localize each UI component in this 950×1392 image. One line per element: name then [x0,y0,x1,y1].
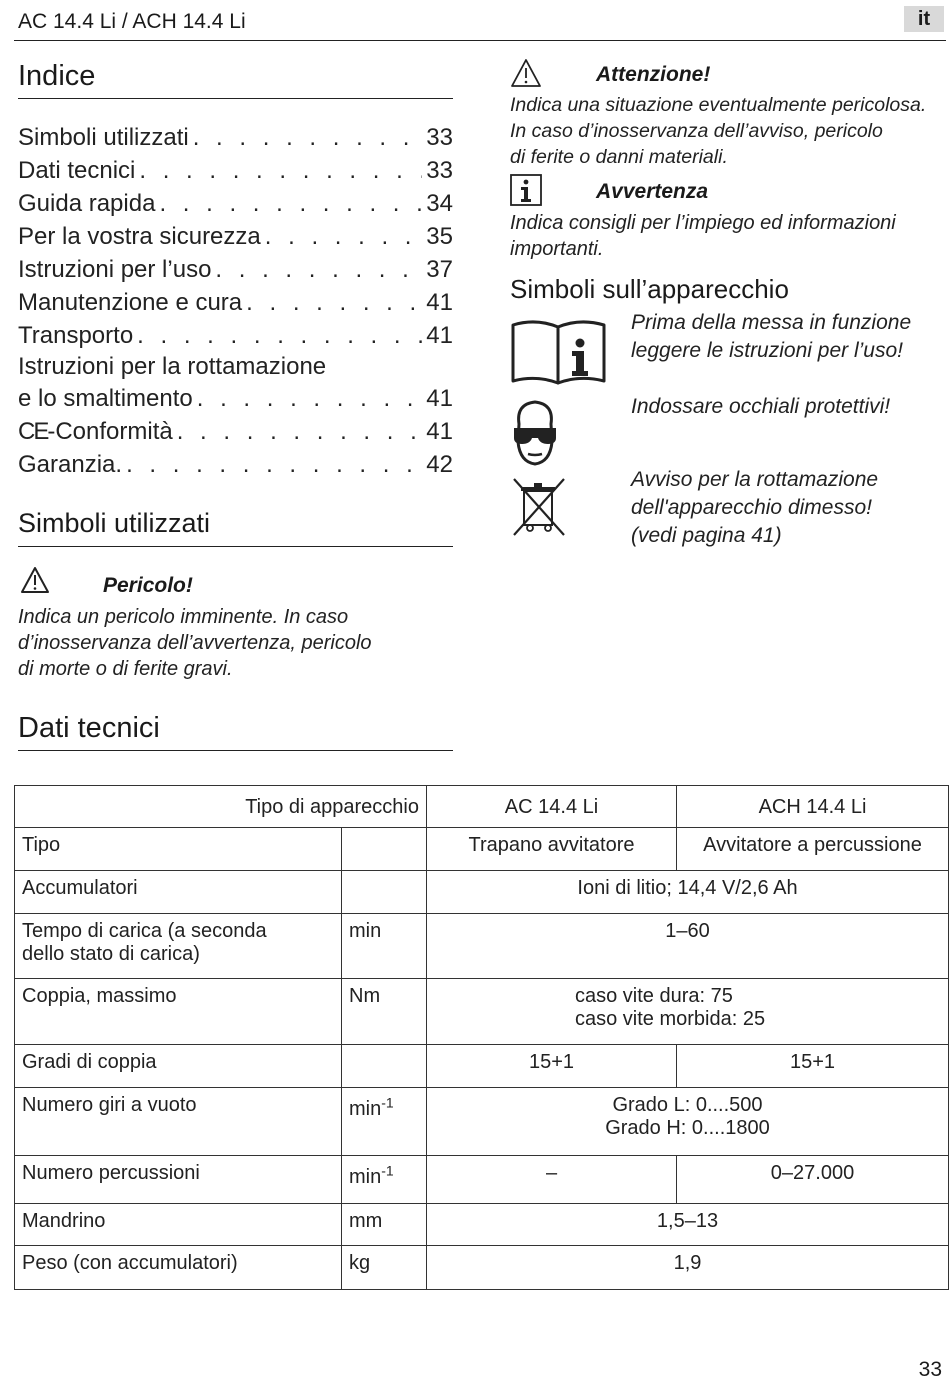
row-value-ach: Avvitatore a percussione [677,828,949,871]
index-heading: Indice [18,60,96,92]
page-number: 33 [918,1358,942,1381]
attention-description: Indica una situazione eventualmente pericolosa. In caso d’inosservanza dell’avviso, pericolo di ferite o danni materiali. [510,94,927,168]
toc-entry-rottamazione-line2[interactable]: e lo smaltimento . . . 41 [18,382,453,415]
row-unit: $\min^{-1}$ [342,1156,427,1204]
ce-mark-icon: CE [18,418,48,445]
row-value-ach: 15+1 [677,1045,949,1088]
model-ac-header: AC 14.4 Li [427,786,677,828]
toc-entry-dati-tecnici[interactable]: Dati tecnici . . . 33 [18,154,453,187]
table-row [15,1045,949,1088]
row-unit [342,828,427,871]
table-header-row [15,786,949,828]
row-value-shared: 1,5–13 [427,1204,949,1246]
manual-icon [510,315,608,390]
danger-description: Indica un pericolo imminente. In caso d’inosservanza dell’avvertenza, pericolo di morte o di ferite gravi. [18,606,372,680]
row-value-ac: – [427,1156,677,1204]
row-unit: mm [342,1204,427,1246]
row-value-shared: Ioni di litio; 14,4 V/2,6 Ah [427,871,949,914]
crossed-bin-icon [510,475,570,542]
row-label-gradi-coppia: Gradi di coppia [15,1045,342,1088]
tech-data-heading: Dati tecnici [18,712,160,744]
row-label-peso: Peso (con accumulatori) [15,1246,342,1290]
table-row [15,828,949,871]
row-unit [342,871,427,914]
table-row [15,979,949,1045]
toc-entry-guida-rapida[interactable]: Guida rapida . . . 34 [18,187,453,220]
goggles-description: Indossare occhiali protettivi! [631,395,891,418]
manual-description: Prima della messa in funzione leggere le istruzioni per l’uso! [631,311,912,362]
danger-warning-icon [20,566,50,599]
toc-entry-transporto[interactable]: Transporto . . . 41 [18,319,453,352]
toc-entry-sicurezza[interactable]: Per la vostra sicurezza . . . 35 [18,220,453,253]
row-value-shared: 1–60 [427,914,949,979]
table-row [15,1088,949,1156]
row-unit: Nm [342,979,427,1045]
row-unit: kg [342,1246,427,1290]
model-ach-header: ACH 14.4 Li [677,786,949,828]
row-value-ac: 15+1 [427,1045,677,1088]
row-value-shared: Grado L: 0....500 Grado H: 0....1800 [427,1088,949,1156]
row-label-coppia: Coppia, massimo [15,979,342,1045]
row-unit [342,1045,427,1088]
safety-goggles-icon [510,398,560,473]
table-row [15,871,949,914]
device-symbols-heading: Simboli sull’apparecchio [510,274,789,304]
disposal-description: Avviso per la rottamazione dell'apparecchio dimesso! (vedi pagina 41) [631,468,879,547]
row-value-shared: caso vite dura: 75 caso vite morbida: 25 [427,979,949,1045]
device-type-header: Tipo di apparecchio [15,786,427,828]
index-heading-rule [18,98,453,99]
table-row [15,1156,949,1204]
danger-title: Pericolo! [103,574,193,597]
tech-data-table [14,785,949,1290]
note-description: Indica consigli per l’impiego ed informazioni importanti. [510,212,896,260]
toc-entry-rottamazione-line1[interactable]: Istruzioni per la rottamazione [18,353,327,380]
row-label-mandrino: Mandrino [15,1204,342,1246]
toc-entry-conformita[interactable]: CE-Conformità . . . 41 [18,415,453,448]
toc-entry-istruzioni-uso[interactable]: Istruzioni per l’uso . . . 37 [18,253,453,286]
language-badge: it [904,6,944,32]
toc-entry-simboli[interactable]: Simboli utilizzati . . . 33 [18,121,453,154]
row-label-tipo: Tipo [15,828,342,871]
table-of-contents [18,121,453,481]
document-header-title: AC 14.4 Li / ACH 14.4 Li [18,10,246,33]
row-unit: $\min^{-1}$ [342,1088,427,1156]
row-value-ach: 0–27.000 [677,1156,949,1204]
tech-data-rule [18,750,453,751]
row-label-giri-vuoto: Numero giri a vuoto [15,1088,342,1156]
note-title: Avvertenza [596,180,709,203]
info-note-icon [510,174,542,211]
symbols-used-rule [18,546,453,547]
row-label-accumulatori: Accumulatori [15,871,342,914]
row-value-shared: 1,9 [427,1246,949,1290]
table-row [15,1246,949,1290]
row-value-ac: Trapano avvitatore [427,828,677,871]
attention-warning-icon [510,58,542,93]
table-row [15,914,949,979]
row-label-tempo-carica: Tempo di carica (a seconda dello stato di carica) [15,914,342,979]
header-divider [14,40,946,41]
toc-entry-garanzia[interactable]: Garanzia. . . . 42 [18,448,453,481]
attention-title: Attenzione! [596,63,711,86]
row-unit: min [342,914,427,979]
toc-entry-manutenzione[interactable]: Manutenzione e cura . . . 41 [18,286,453,319]
symbols-used-heading: Simboli utilizzati [18,508,211,538]
table-row [15,1204,949,1246]
row-label-percussioni: Numero percussioni [15,1156,342,1204]
